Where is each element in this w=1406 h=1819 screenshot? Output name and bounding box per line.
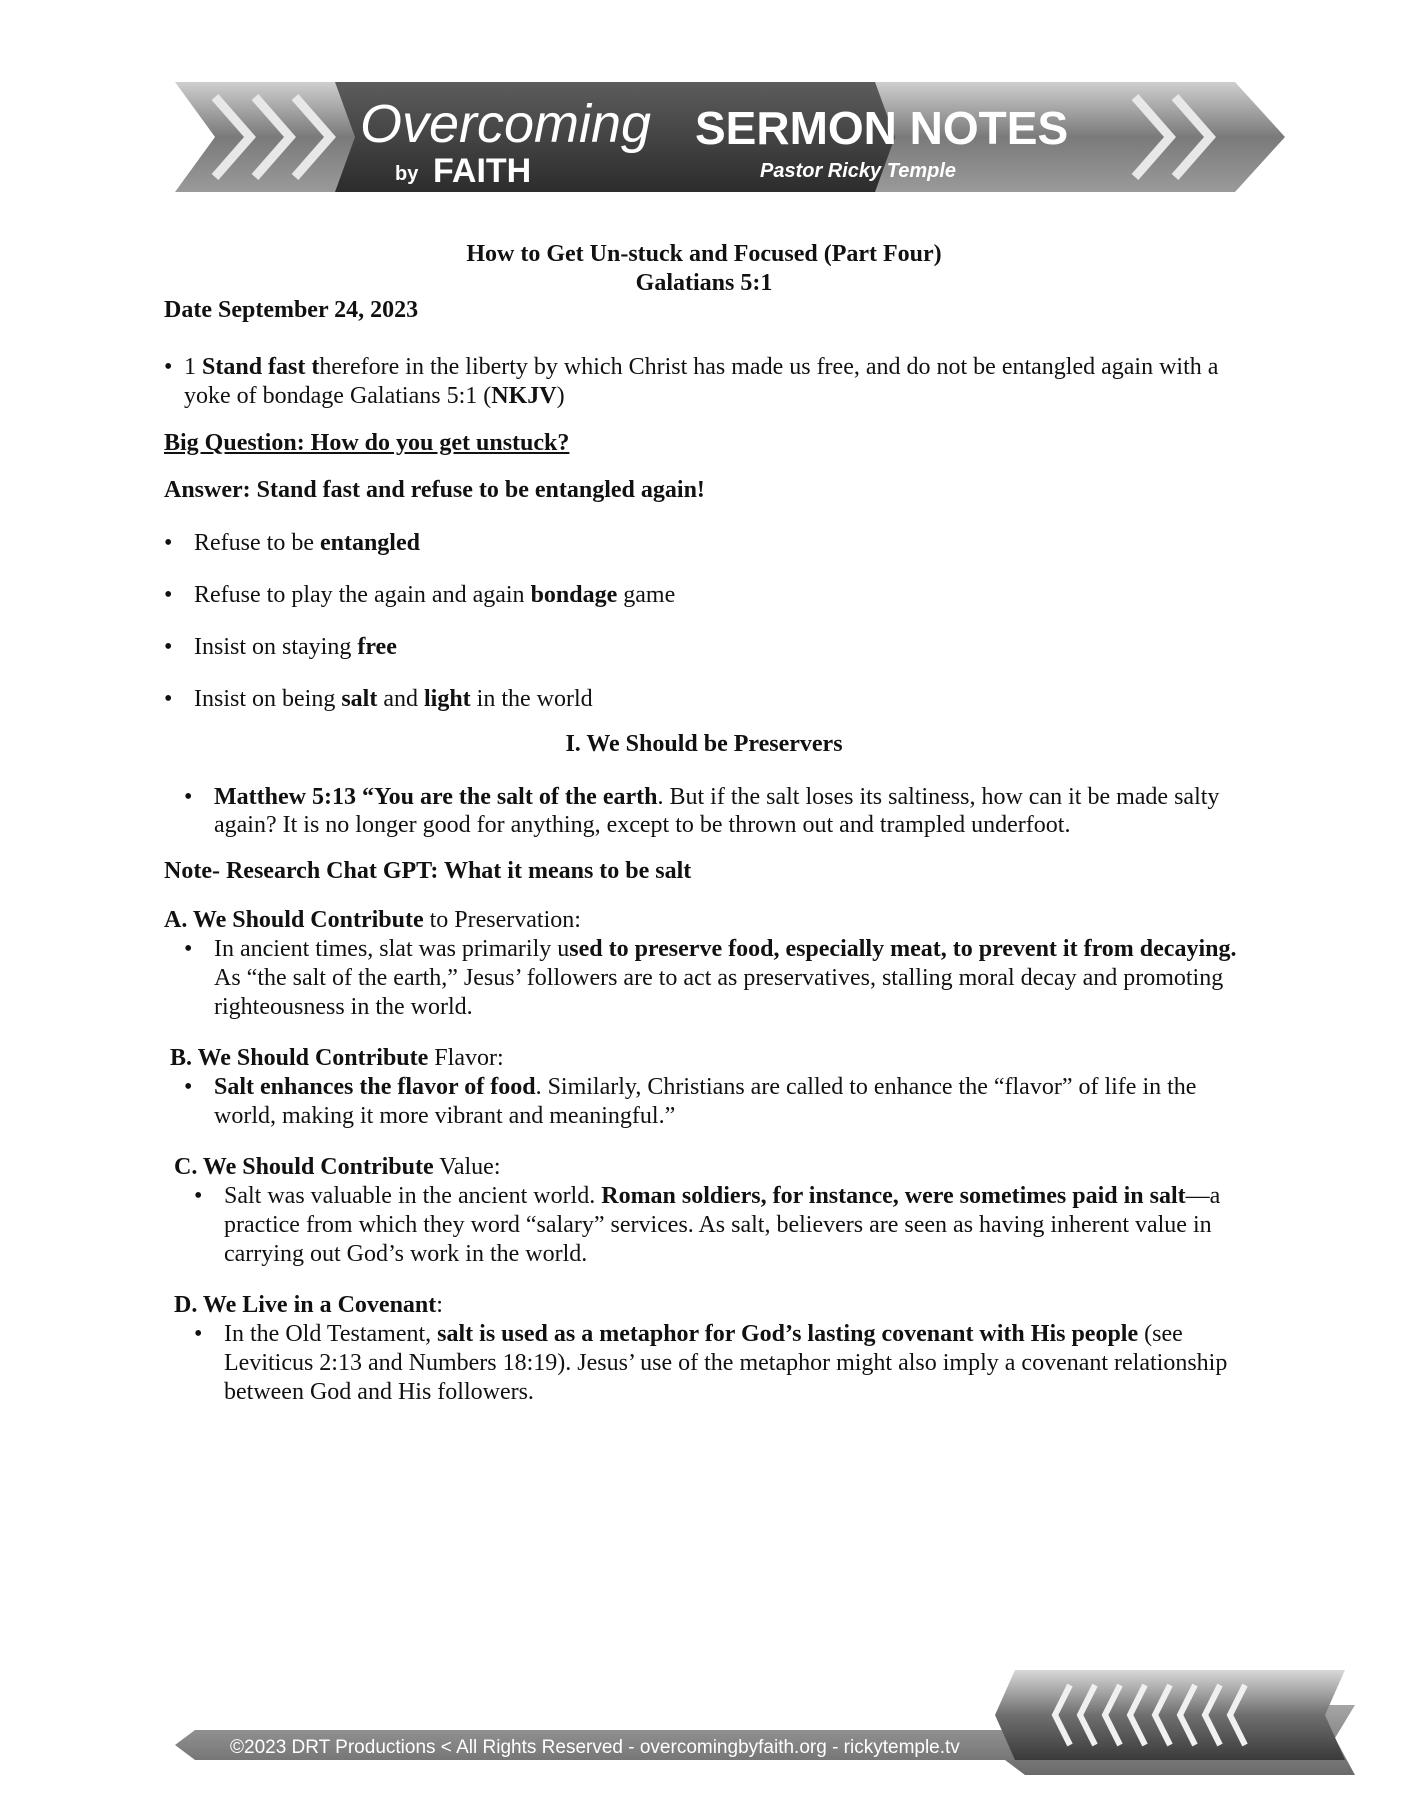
sub-bold: We Should Contribute: [202, 1154, 434, 1180]
sermon-date: Date September 24, 2023: [164, 297, 419, 323]
point-text: Refuse to be: [194, 530, 320, 556]
document-body: [164, 240, 1244, 1407]
bullet-text: —a practice from which they word “salary” services. As salt, believers are seen as having inherent value in carrying out God’s work in the world.: [224, 1183, 1221, 1267]
sub-letter: C.: [174, 1154, 203, 1180]
list-item: [164, 633, 1244, 662]
banner-title: SERMON NOTES: [695, 102, 1069, 154]
matthew-bullet: [184, 783, 1244, 839]
subsection-c: [174, 1153, 1244, 1269]
verse-bullet: [164, 353, 1244, 411]
note-line: Note- Research Chat GPT: What it means to be salt: [164, 858, 692, 884]
list-item: [164, 685, 1244, 714]
list-item: [164, 529, 1244, 558]
bullet-bold: sed to preserve food, especially meat, to prevent it from decaying.: [569, 936, 1237, 962]
subsection-b-bullet: [184, 1073, 1244, 1131]
footer-banner: [175, 1660, 1355, 1780]
matthew-text: . But if the salt loses its saltiness, how can it be made salty again? It is no longer good for anything, except to be thrown out and trampled underfoot.: [214, 784, 1220, 838]
point-bold: bondage: [530, 582, 618, 608]
subsection-d-heading: [174, 1291, 1244, 1320]
sub-rest: Value:: [433, 1154, 501, 1180]
section-heading: I. We Should be Preservers: [565, 731, 843, 757]
logo-overcoming: Overcoming: [360, 94, 652, 154]
sub-bold: . We Live in a Covenant: [191, 1292, 437, 1318]
point-mid: and: [377, 686, 424, 712]
verse-close: ): [556, 383, 565, 409]
bullet-text: As “the salt of the earth,” Jesus’ followers are to act as preservatives, stalling moral decay and promoting righteousness in the world.: [214, 965, 1224, 1020]
answer: Answer: Stand fast and refuse to be entangled again!: [164, 477, 705, 503]
sermon-scripture: Galatians 5:1: [635, 270, 773, 296]
sub-bold: We Should Contribute: [192, 907, 424, 933]
bullet-text: (see Leviticus 2:13 and Numbers 18:19). Jesus’ use of the metaphor might also imply a covenant relationship between God and His followers.: [224, 1321, 1228, 1405]
verse-text: herefore in the liberty by which Christ has made us free, and do not be entangled again with a yoke of bondage Galatians 5:1 (: [184, 354, 1219, 409]
subsection-a-heading: [164, 906, 1244, 935]
bullet-text: In the Old Testament,: [224, 1321, 438, 1347]
point-after: in the world: [470, 686, 593, 712]
bullet-bold: Roman soldiers, for instance, were sometimes paid in salt: [601, 1183, 1186, 1209]
bullet-bold: salt is used as a metaphor for God’s lasting covenant with His people: [437, 1321, 1139, 1347]
sub-letter: D: [174, 1292, 192, 1318]
point-after: game: [617, 582, 676, 608]
subsection-a: [164, 906, 1244, 1022]
point-text: Refuse to play the again and again: [194, 582, 531, 608]
logo-faith: FAITH: [433, 152, 532, 190]
sub-letter: B.: [170, 1045, 198, 1071]
subsection-b: [170, 1044, 1244, 1131]
banner-pastor: Pastor Ricky Temple: [760, 160, 957, 182]
matthew-bold: Matthew 5:13 “You are the salt of the earth: [214, 784, 658, 810]
subsection-d: [174, 1291, 1244, 1407]
sub-rest: to Preservation:: [423, 907, 581, 933]
subsection-d-bullet: [194, 1320, 1244, 1407]
point-bold: light: [423, 686, 471, 712]
subsection-c-bullet: [194, 1182, 1244, 1269]
verse-bold: Stand fast t: [202, 354, 320, 380]
verse-version: NKJV: [491, 383, 557, 409]
bullet-text: Salt was valuable in the ancient world.: [224, 1183, 602, 1209]
sub-rest: :: [436, 1292, 443, 1318]
verse-num: 1: [184, 354, 202, 380]
sub-rest: Flavor:: [428, 1045, 504, 1071]
sub-bold: We Should Contribute: [197, 1045, 429, 1071]
subsection-a-bullet: [184, 935, 1244, 1022]
footer-right-block: [995, 1670, 1345, 1760]
bullet-text: . Similarly, Christians are called to enhance the “flavor” of life in the world, making it more vibrant and meaningful.”: [214, 1074, 1197, 1129]
logo-by: by: [395, 163, 419, 185]
sub-letter: A.: [164, 907, 193, 933]
bullet-bold: Salt enhances the flavor of food: [214, 1074, 536, 1100]
point-text: Insist on staying: [194, 634, 358, 660]
subsection-b-heading: [170, 1044, 1244, 1073]
footer-copyright: ©2023 DRT Productions < All Rights Reserved - overcomingbyfaith.org - rickytemple.tv: [230, 1737, 960, 1758]
big-question: Big Question: How do you get unstuck?: [164, 430, 570, 456]
list-item: [164, 581, 1244, 610]
point-text: Insist on being: [194, 686, 342, 712]
point-bold: salt: [341, 686, 378, 712]
bullet-text: In ancient times, slat was primarily u: [214, 936, 570, 962]
header-banner: [175, 62, 1305, 212]
point-bold: free: [357, 634, 397, 660]
subsection-c-heading: [174, 1153, 1244, 1182]
sermon-title: How to Get Un-stuck and Focused (Part Four): [466, 241, 942, 267]
point-bold: entangled: [319, 530, 420, 556]
